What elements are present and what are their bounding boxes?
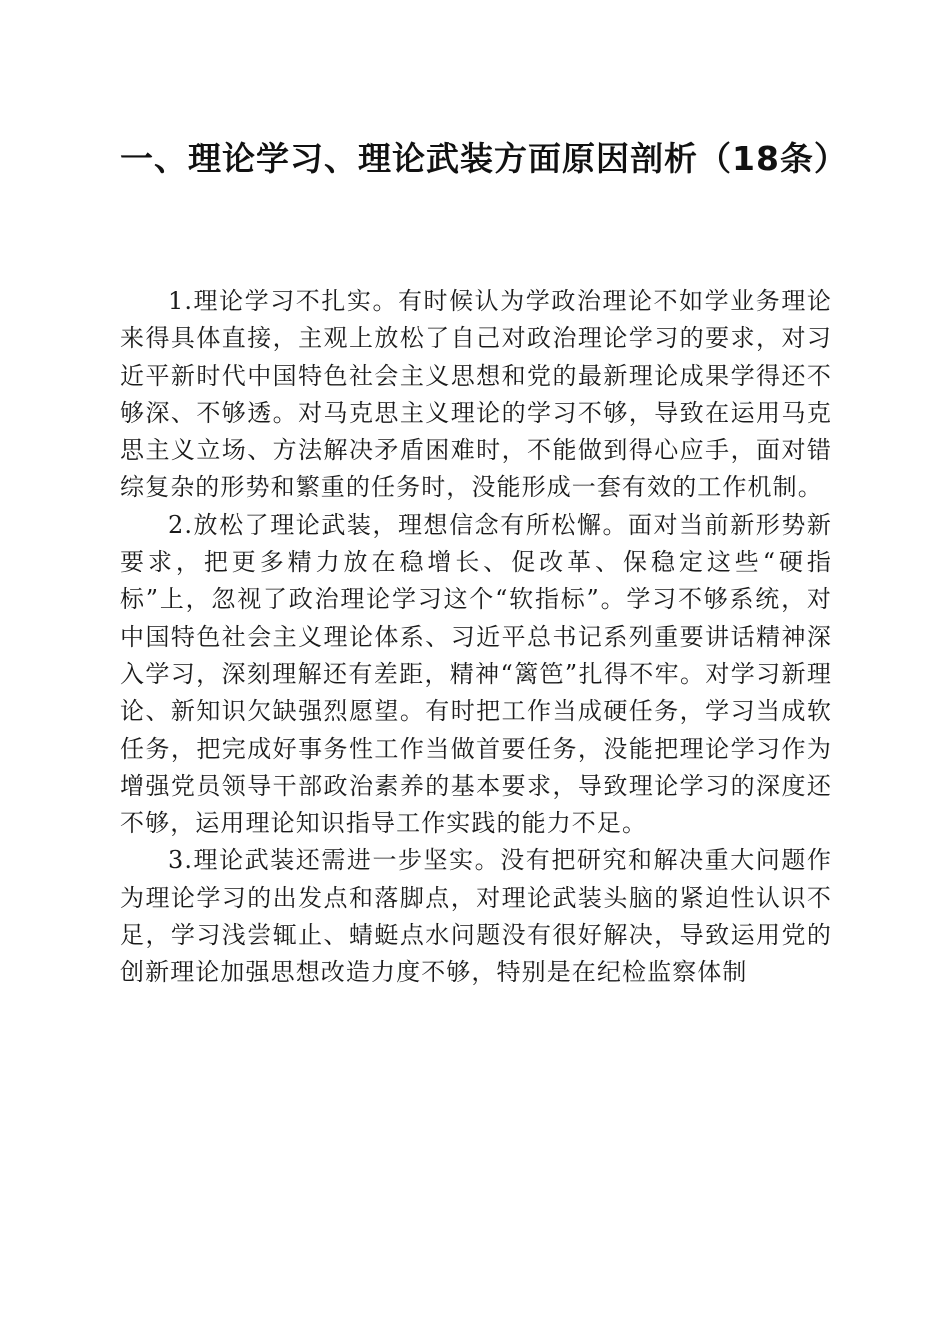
paragraph-3: 3.理论武装还需进一步坚实。没有把研究和解决重大问题作为理论学习的出发点和落脚点，对理论武装头脑的紧迫性认识不足，学习浅尝辄止、蜻蜓点水问题没有很好解决，导致运用党的创新理论加强思想改造力度不够，特别是在纪检监察体制 [120, 846, 832, 987]
paragraph-1: 1.理论学习不扎实。有时候认为学政治理论不如学业务理论来得具体直接，主观上放松了自己对政治理论学习的要求，对习近平新时代中国特色社会主义思想和党的最新理论成果学得还不够深、不够透。对马克思主义理论的学习不够，导致在运用马克思主义立场、方法解决矛盾困难时，不能做到得心应手，面对错综复杂的形势和繁重的任务时，没能形成一套有效的工作机制。 [120, 287, 832, 502]
document-body [120, 283, 832, 992]
paragraph-2: 2.放松了理论武装，理想信念有所松懈。面对当前新形势新要求，把更多精力放在稳增长、促改革、保稳定这些“硬指标”上，忽视了政治理论学习这个“软指标”。学习不够系统，对中国特色社会主义理论体系、习近平总书记系列重要讲话精神深入学习，深刻理解还有差距，精神“篱笆”扎得不牢。对学习新理论、新知识欠缺强烈愿望。有时把工作当成硬任务，学习当成软任务，把完成好事务性工作当做首要任务，没能把理论学习作为增强党员领导干部政治素养的基本要求，导致理论学习的深度还不够，运用理论知识指导工作实践的能力不足。 [120, 510, 832, 838]
section-heading: 一、理论学习、理论武装方面原因剖析（18条） [120, 139, 848, 178]
